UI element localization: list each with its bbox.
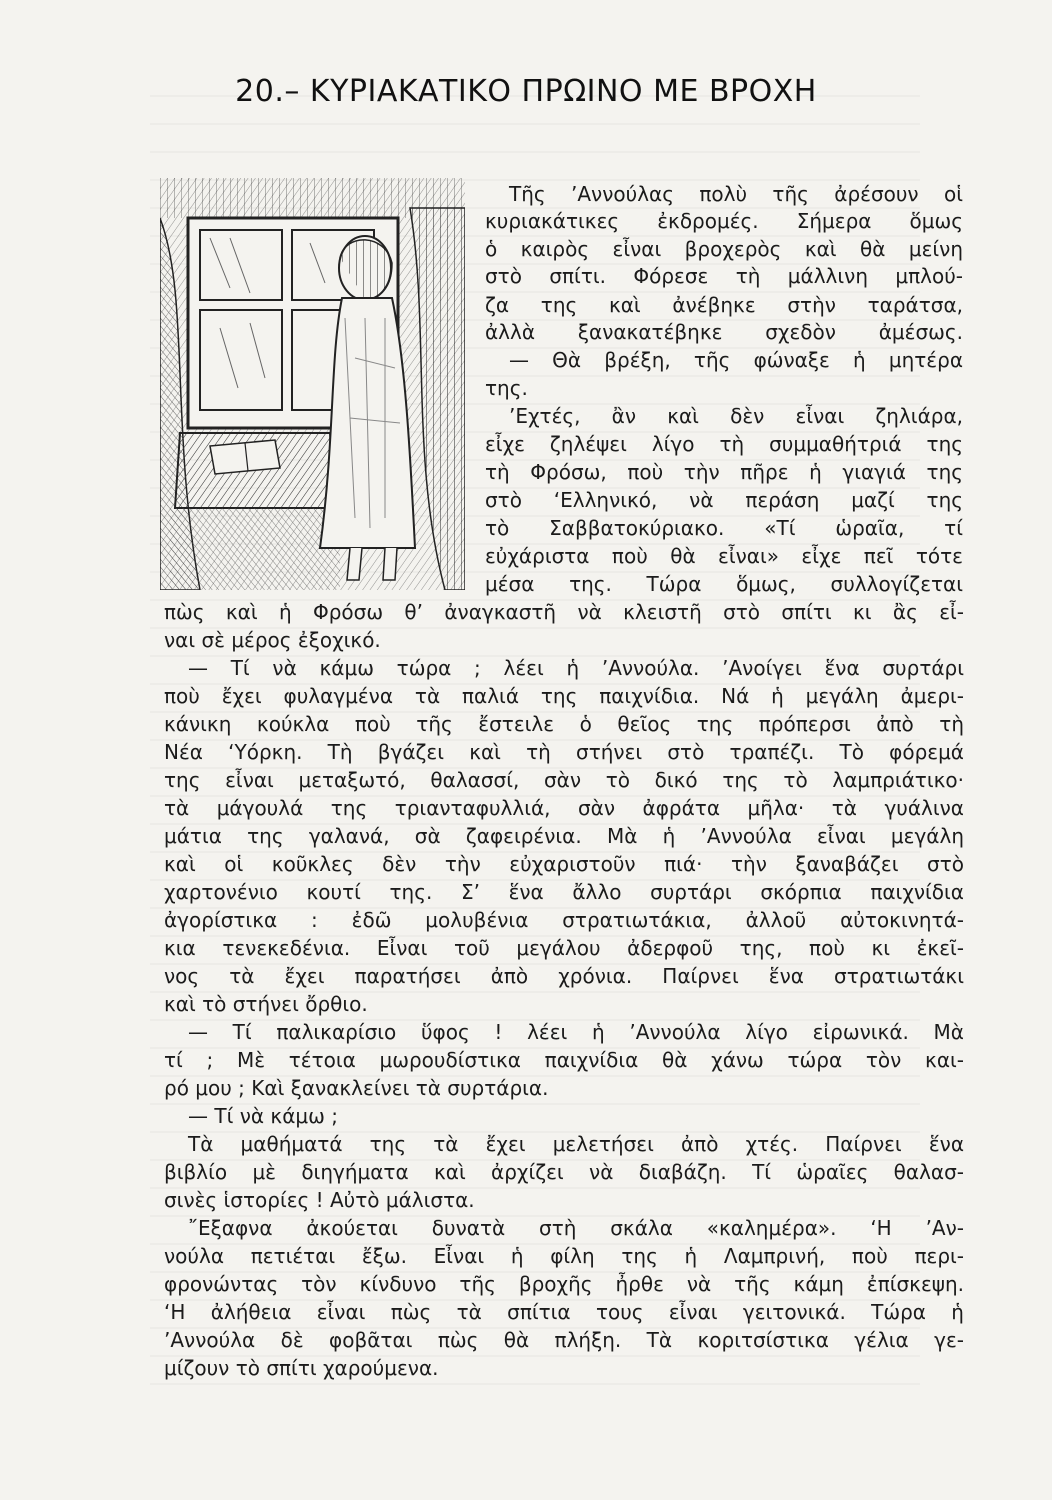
text-line: — Τί παλικαρίσιο ὕφος ! λέει ἡ ’Αννούλα λίγο εἰρωνικά. Μὰ xyxy=(188,1020,964,1044)
text-line: Τὰ μαθήματά της τὰ ἔχει μελετήσει ἀπὸ χτές. Παίρνει ἕνα xyxy=(188,1132,964,1156)
text-line: Τῆς ’Αννούλας πολὺ τῆς ἀρέσουν οἱ xyxy=(509,182,963,206)
text-line: μίζουν τὸ σπίτι χαρούμενα. xyxy=(164,1356,439,1380)
text-line: τὰ μάγουλά της τριανταφυλλιά, σὰν ἀφράτα μῆλα· τὰ γυάλινα xyxy=(164,796,964,820)
text-line: ζα της καὶ ἀνέβηκε στὴν ταράτσα, xyxy=(485,293,963,317)
text-line: κυριακάτικες ἐκδρομές. Σήμερα ὅμως xyxy=(485,209,963,233)
text-line: ῎Εξαφνα ἀκούεται δυνατὰ στὴ σκάλα «καλημέρα». ‘Η ’Αν- xyxy=(188,1216,964,1240)
text-line: — Τί νὰ κάμω ; xyxy=(188,1104,338,1128)
text-line: νος τὰ ἔχει παρατήσει ἀπὸ χρόνια. Παίρνει ἕνα στρατιωτάκι xyxy=(164,964,964,988)
text-line: σινὲς ἱστορίες ! Αὐτὸ μάλιστα. xyxy=(164,1188,475,1212)
text-line: τί ; Μὲ τέτοια μωρουδίστικα παιχνίδια θὰ χάνω τώρα τὸν και- xyxy=(164,1048,964,1072)
text-line: εἶχε ζηλέψει λίγο τὴ συμμαθήτριά της xyxy=(485,432,963,456)
text-line: ρό μου ; Καὶ ξανακλείνει τὰ συρτάρια. xyxy=(164,1076,549,1100)
text-line: ἀλλὰ ξανακατέβηκε σχεδὸν ἀμέσως. xyxy=(485,320,963,344)
text-line: στὸ σπίτι. Φόρεσε τὴ μάλλινη μπλού- xyxy=(485,264,963,288)
text-line: καὶ οἱ κοῦκλες δὲν τὴν εὐχαριστοῦν πιά· τὴν ξαναβάζει στὸ xyxy=(164,852,964,876)
text-line: ’Αννούλα δὲ φοβᾶται πὼς θὰ πλήξη. Τὰ κοριτσίστικα γέλια γε- xyxy=(164,1328,964,1352)
text-line: ποὺ ἔχει φυλαγμένα τὰ παλιά της παιχνίδια. Νά ἡ μεγάλη ἀμερι- xyxy=(164,684,964,708)
text-line: της εἶναι μεταξωτό, θαλασσί, σὰν τὸ δικό της τὸ λαμπριάτικο· xyxy=(164,768,964,792)
text-line: εὐχάριστα ποὺ θὰ εἶναι» εἶχε πεῖ τότε xyxy=(485,544,963,568)
text-line: νούλα πετιέται ἔξω. Εἶναι ἡ φίλη της ἡ Λαμπρινή, ποὺ περι- xyxy=(164,1244,964,1268)
text-line: πὼς καὶ ἡ Φρόσω θ’ ἀναγκαστῆ νὰ κλειστῆ στὸ σπίτι κι ἂς εἶ- xyxy=(164,600,964,624)
page-title: 20.– ΚΥΡΙΑΚΑΤΙΚΟ ΠΡΩΙΝΟ ΜΕ ΒΡΟΧΗ xyxy=(235,74,817,109)
text-line: κάνικη κούκλα ποὺ τῆς ἔστειλε ὁ θεῖος της πρόπερσι ἀπὸ τὴ xyxy=(164,712,964,736)
text-line: μέσα της. Τώρα ὅμως, συλλογίζεται xyxy=(485,572,963,596)
text-line: της. xyxy=(485,376,528,400)
text-line: τὴ Φρόσω, ποὺ τὴν πῆρε ἡ γιαγιά της xyxy=(485,460,963,484)
text-line: — Θὰ βρέξη, τῆς φώναξε ἡ μητέρα xyxy=(509,348,963,372)
text-line: χαρτονένιο κουτί της. Σ’ ἕνα ἄλλο συρτάρι σκόρπια παιχνίδια xyxy=(164,880,964,904)
text-line: Νέα ‘Υόρκη. Τὴ βγάζει καὶ τὴ στήνει στὸ τραπέζι. Τὸ φόρεμά xyxy=(164,740,964,764)
text-line: στὸ ‘Ελληνικό, νὰ περάση μαζί της xyxy=(485,488,963,512)
text-line: κια τενεκεδένια. Εἶναι τοῦ μεγάλου ἀδερφοῦ της, ποὺ κι ἐκεῖ- xyxy=(164,936,964,960)
text-line: — Τί νὰ κάμω τώρα ; λέει ἡ ’Αννούλα. ’Ανοίγει ἕνα συρτάρι xyxy=(188,656,964,680)
text-line: καὶ τὸ στήνει ὄρθιο. xyxy=(164,992,368,1016)
text-line: βιβλίο μὲ διηγήματα καὶ ἀρχίζει νὰ διαβάζη. Τί ὡραῖες θαλασ- xyxy=(164,1160,964,1184)
text-line: μάτια της γαλανά, σὰ ζαφειρένια. Μὰ ἡ ’Αννούλα εἶναι μεγάλη xyxy=(164,824,964,848)
text-line: ὁ καιρὸς εἶναι βροχερὸς καὶ θὰ μείνη xyxy=(485,237,963,261)
text-line: ‘Η ἀλήθεια εἶναι πὼς τὰ σπίτια τους εἶναι γειτονικά. Τώρα ἡ xyxy=(164,1300,964,1324)
text-line: φρονώντας τὸν κίνδυνο τῆς βροχῆς ἦρθε νὰ τῆς κάμη ἐπίσκεψη. xyxy=(164,1272,964,1296)
text-line: ναι σὲ μέρος ἐξοχικό. xyxy=(164,628,381,652)
text-line: ἀγορίστικα : ἐδῶ μολυβένια στρατιωτάκια, ἀλλοῦ αὐτοκινητά- xyxy=(164,908,964,932)
text-line: τὸ Σαββατοκύριακο. «Τί ὡραῖα, τί xyxy=(485,516,963,540)
girl-at-window-illustration xyxy=(160,178,465,590)
text-line: ’Εχτές, ἂν καὶ δὲν εἶναι ζηλιάρα, xyxy=(509,404,963,428)
